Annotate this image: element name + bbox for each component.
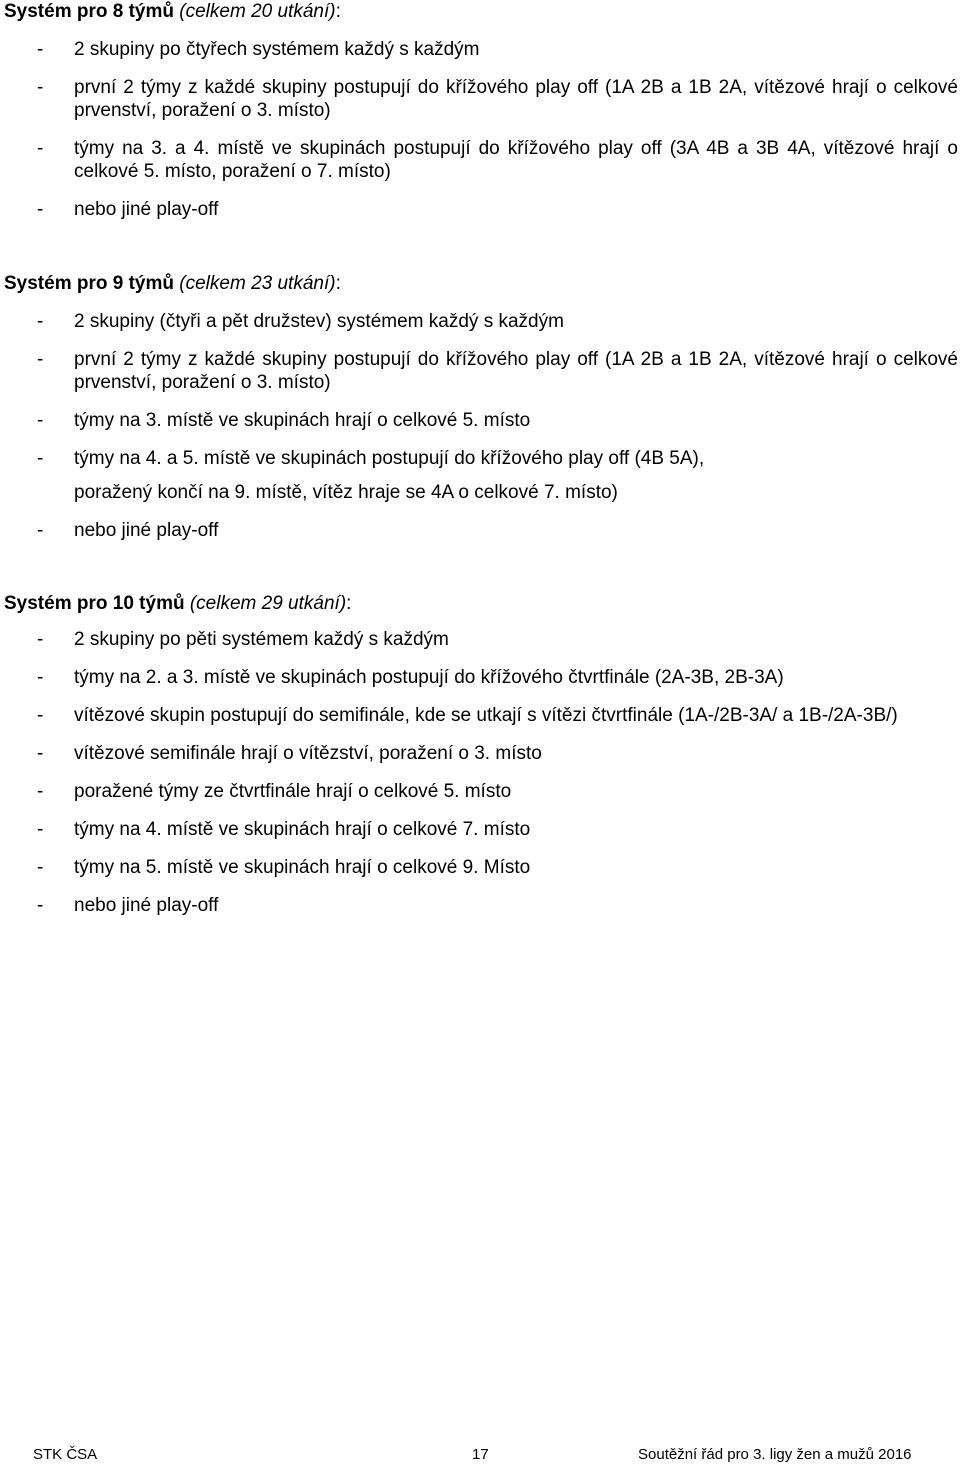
- dash-marker: -: [37, 857, 44, 878]
- list-item: [4, 742, 958, 765]
- list-item-text: nebo jiné play-off: [74, 895, 219, 916]
- section-8-teams: [4, 0, 958, 236]
- dash-marker: -: [37, 629, 44, 650]
- list-item: [4, 818, 958, 841]
- list-item-text: 2 skupiny po čtyřech systémem každý s každým: [74, 39, 480, 60]
- dash-marker: -: [37, 819, 44, 840]
- list-item-text: poražené týmy ze čtvrtfinále hrají o celkové 5. místo: [74, 781, 512, 802]
- section-10-teams: [4, 592, 958, 932]
- list-item-text: 2 skupiny po pěti systémem každý s každým: [74, 629, 449, 650]
- list-item-text: vítězové skupin postupují do semifinále, kde se utkají s vítězi čtvrtfinále (1A-/2B-3A/ a 1B-/2A-3B/): [74, 705, 898, 726]
- list-item: [4, 519, 958, 542]
- page-number: 17: [472, 1446, 489, 1463]
- list-item: [4, 137, 958, 183]
- heading-colon: :: [335, 1, 341, 22]
- list-item: [4, 856, 958, 879]
- list-item-text: týmy na 3. místě ve skupinách hrají o celkové 5. místo: [74, 410, 531, 431]
- list-item: [4, 780, 958, 803]
- list-item: [4, 409, 958, 432]
- list-item-text: nebo jiné play-off: [74, 520, 219, 541]
- dash-marker: -: [37, 199, 44, 220]
- dash-marker: -: [37, 77, 44, 98]
- list-item: [4, 76, 958, 122]
- heading-title: Systém pro 10 týmů: [4, 593, 185, 614]
- section-9-teams: [4, 272, 958, 557]
- section-heading: [4, 592, 958, 615]
- heading-match-count: (celkem 23 utkání): [179, 273, 336, 294]
- list-item-text: týmy na 4. místě ve skupinách hrají o celkové 7. místo: [74, 819, 531, 840]
- dash-marker: -: [37, 520, 44, 541]
- list-item: [4, 38, 958, 61]
- section-heading: [4, 0, 958, 23]
- list-item-text: první 2 týmy z každé skupiny postupují do křížového play off (1A 2B a 1B 2A, vítězové hrají o celkové prvenství, poražení o 3. místo): [74, 77, 958, 121]
- list-item-continuation: poražený končí na 9. místě, vítěz hraje se 4A o celkové 7. místo): [74, 482, 618, 503]
- heading-match-count: (celkem 29 utkání): [189, 593, 347, 614]
- list-item-text: nebo jiné play-off: [74, 199, 219, 220]
- list-item-text: týmy na 4. a 5. místě ve skupinách postupují do křížového play off (4B 5A),: [74, 448, 705, 469]
- heading-title: Systém pro 9 týmů: [4, 273, 174, 294]
- list-item: [4, 447, 958, 504]
- dash-marker: -: [37, 410, 44, 431]
- dash-marker: -: [37, 448, 44, 469]
- dash-marker: -: [37, 349, 44, 370]
- section-heading: [4, 272, 958, 295]
- page-footer: [0, 1445, 960, 1467]
- dash-marker: -: [37, 138, 44, 159]
- footer-document-title: Soutěžní řád pro 3. ligy žen a mužů 2016: [638, 1446, 912, 1463]
- list-item: [4, 198, 958, 221]
- list-item-text: první 2 týmy z každé skupiny postupují do křížového play off (1A 2B a 1B 2A, vítězové hrají o celkové prvenství, poražení o 3. místo): [74, 349, 958, 393]
- dash-marker: -: [37, 781, 44, 802]
- list-item: [4, 704, 958, 727]
- heading-colon: :: [346, 593, 352, 614]
- dash-marker: -: [37, 667, 44, 688]
- list-item-text: týmy na 3. a 4. místě ve skupinách postupují do křížového play off (3A 4B a 3B 4A, vítězové hrají o celkové 5. místo, poražení o 7. místo): [74, 138, 958, 182]
- list-item-text: 2 skupiny (čtyři a pět družstev) systémem každý s každým: [74, 311, 564, 332]
- list-item: [4, 628, 958, 651]
- dash-marker: -: [37, 895, 44, 916]
- dash-marker: -: [37, 743, 44, 764]
- list-item: [4, 348, 958, 394]
- list-item: [4, 310, 958, 333]
- dash-marker: -: [37, 705, 44, 726]
- list-item-text: vítězové semifinále hrají o vítězství, poražení o 3. místo: [74, 743, 542, 764]
- heading-match-count: (celkem 20 utkání): [179, 1, 336, 22]
- heading-colon: :: [335, 273, 341, 294]
- list-item-text: týmy na 5. místě ve skupinách hrají o celkové 9. Místo: [74, 857, 531, 878]
- list-item-text: týmy na 2. a 3. místě ve skupinách postupují do křížového čtvrtfinále (2A-3B, 2B-3A): [74, 667, 784, 688]
- list-item: [4, 666, 958, 689]
- dash-marker: -: [37, 39, 44, 60]
- list-item: [4, 894, 958, 917]
- heading-title: Systém pro 8 týmů: [4, 1, 174, 22]
- footer-organization: STK ČSA: [33, 1446, 98, 1463]
- dash-marker: -: [37, 311, 44, 332]
